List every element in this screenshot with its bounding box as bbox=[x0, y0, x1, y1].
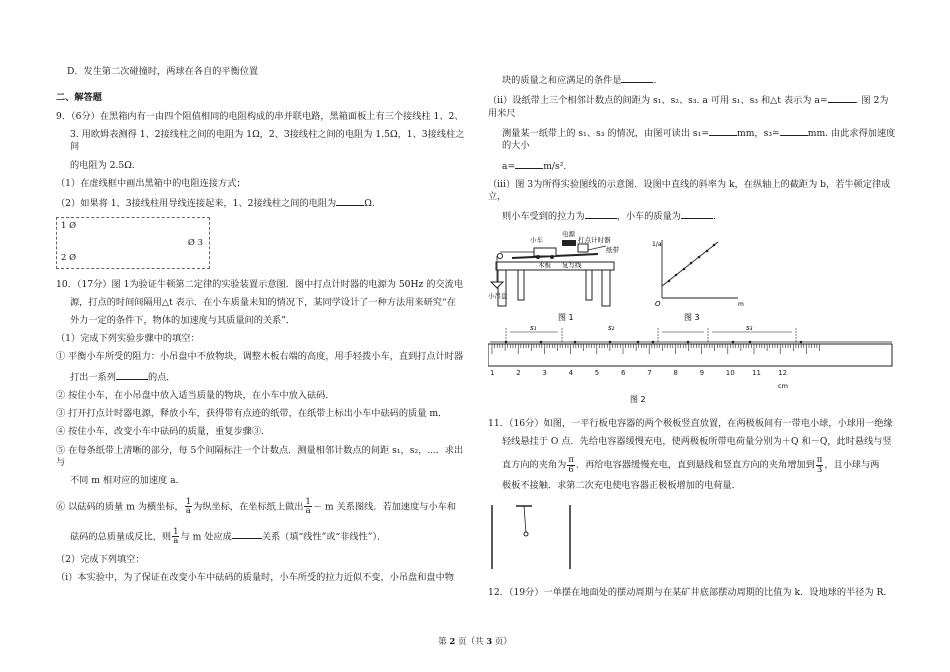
answer-blank[interactable] bbox=[709, 126, 737, 136]
answer-blank[interactable] bbox=[232, 529, 262, 539]
ruler-tick-label: 1 bbox=[490, 368, 495, 377]
q9-line2: 3. 用欧姆表测得 1、2接线柱之间的电阻为 1Ω，2、3接线柱之间的电阻为 1.5Ω，1、3接线柱之间 bbox=[70, 129, 465, 153]
q9-part1: （1）在虚线框中画出黑箱中的电阻连接方式； bbox=[56, 177, 246, 189]
answer-blank[interactable] bbox=[515, 159, 543, 169]
answer-blank[interactable] bbox=[780, 126, 808, 136]
axis-x-label: m bbox=[738, 300, 744, 308]
ruler-tick-label: 9 bbox=[699, 368, 705, 377]
q10-ii-line1: （ⅱ）设纸带上三个相邻计数点的间距为 s₁、s₂、s₃. a 可用 s₁、s₃ 和△t 表示为 a= . 图 2为用米尺 bbox=[488, 95, 889, 119]
q10-line2: 源，打点的时间间隔用△t 表示．在小车质量未知的情况下，某同学设计了一种方法用来研究“在 bbox=[70, 296, 456, 308]
q9-line1: 9．（6分）在黑箱内有一由四个阻值相同的电阻构成的串并联电路，黑箱面板上有三个接线柱 1、2、 bbox=[56, 110, 464, 122]
q9-part2: （2）如果将 1、3接线柱用导线连接起来，1、2接线柱之间的电阻为 Ω. bbox=[56, 198, 375, 210]
ruler-unit: cm bbox=[778, 381, 788, 390]
figure-3-caption: 图 3 bbox=[684, 312, 700, 322]
q12-line: 12．（19分）一单摆在地面处的摆动周期与在某矿井底部摆动周期的比值为 k．设地球的半径为 R． bbox=[488, 586, 893, 598]
q10-iii-line1: （ⅲ）图 3为所得实验图线的示意图．设图中直线的斜率为 k，在纵轴上的截距为 b，若牛顿定律成立， bbox=[488, 178, 891, 203]
answer-blank[interactable] bbox=[116, 370, 148, 380]
label-thread: 复写线 bbox=[562, 260, 582, 269]
answer-blank[interactable] bbox=[621, 73, 653, 83]
label-tape: 纸带 bbox=[606, 245, 619, 254]
q10-line3: 外力一定的条件下，物体的加速度与其质量间的关系”． bbox=[70, 315, 296, 326]
ruler-tick-label: 11 bbox=[752, 368, 761, 377]
step-6b: 砝码的总质量成反比，则 $\frac{1}{a}$ 与 m 处应成 关系（填“线性”或“非线性”）． bbox=[70, 526, 387, 547]
step-5b: 不同 m 相对应的加速度 a． bbox=[70, 475, 185, 487]
ruler-tick-label: 8 bbox=[673, 368, 678, 377]
label-source: 电源 bbox=[562, 229, 575, 238]
step-6a: ⑥ 以砝码的质量 m 为横坐标， $\frac{1}{a}$ 为纵坐标，在坐标纸上做出 $\frac{1}{a}$ － m 关系图线．若加速度与小车和 bbox=[56, 496, 457, 517]
figure-svg bbox=[488, 230, 896, 406]
figure-1-caption: 图 1 bbox=[558, 312, 574, 322]
origin-label: O bbox=[655, 299, 661, 308]
page-footer: 第 2 页（共 3 页） bbox=[438, 637, 512, 647]
step-2: ② 按住小车，在小吊盘中放入适当质量的物块，在小车中放入砝码． bbox=[56, 389, 335, 401]
label-car: 小车 bbox=[530, 235, 543, 244]
answer-blank[interactable] bbox=[336, 196, 364, 206]
q11-line4: 极板不接触．求第二次充电使电容器正极板增加的电荷量． bbox=[502, 480, 741, 492]
ruler-tick-label: 12 bbox=[778, 368, 788, 377]
fit-line bbox=[662, 242, 718, 286]
capacitor-diagram bbox=[488, 503, 608, 573]
q10-line1: 10．（17分）图 1为验证牛顿第二定律的实验装置示意图．图中打点计时器的电源为 50Hz 的交流电 bbox=[56, 278, 464, 290]
ruler-body bbox=[488, 344, 892, 366]
step-5a: ⑤ 在每条纸带上清晰的部分，每 5个间隔标注一个计数点．测量相邻计数点的间距 s₁，s₂，⋯．求出与 bbox=[56, 444, 464, 468]
label-s1: s₁ bbox=[530, 323, 537, 332]
q10-ii-line3: a= m/s². bbox=[502, 160, 567, 172]
q11-line2: 轻线悬挂于 O 点．先给电容器缓慢充电，使两极板所带电荷量分别为＋Q 和－Q，此时悬线与竖 bbox=[502, 435, 892, 447]
step-4: ④ 按住小车，改变小车中砝码的质量，重复步骤③． bbox=[56, 426, 271, 438]
q10-part2: （2）完成下列填空： bbox=[56, 553, 145, 565]
q9-line3: 的电阻为 2.5Ω. bbox=[70, 159, 135, 171]
ruler-tick-label: 7 bbox=[647, 368, 652, 377]
left-column bbox=[56, 66, 470, 590]
fraction-1-over-a: $\frac{1}{a}$ bbox=[305, 496, 311, 517]
q10-part1: （1）完成下列实验步骤中的填空： bbox=[56, 333, 200, 345]
q10-iii-line2: 则小车受到的拉力为 ，小车的质量为 ． bbox=[502, 211, 723, 223]
q10-i: （ⅰ）本实验中，为了保证在改变小车中砝码的质量时，小车所受的拉力近似不变，小吊盘和盘中物 bbox=[56, 571, 454, 583]
label-board: 木板 bbox=[538, 260, 551, 269]
black-box-frame bbox=[56, 217, 210, 269]
terminal-2: 2 Ø bbox=[61, 252, 77, 263]
answer-blank[interactable] bbox=[681, 209, 713, 219]
ruler-tick-label: 4 bbox=[568, 368, 574, 377]
label-s2: s₂ bbox=[608, 323, 615, 332]
fraction-pi-over-6: $\frac{\pi}{6}$ bbox=[568, 455, 574, 475]
ruler-tick-label: 3 bbox=[542, 368, 547, 377]
section-heading: 二、解答题 bbox=[56, 92, 102, 104]
label-s3: s₃ bbox=[746, 323, 753, 332]
apparatus-diagram bbox=[491, 240, 614, 306]
ruler-tick-label: 2 bbox=[516, 368, 521, 377]
label-pan: 小吊盘 bbox=[488, 291, 508, 300]
answer-blank[interactable] bbox=[585, 209, 617, 219]
page-number: 2 bbox=[449, 637, 456, 647]
page-total: 3 bbox=[486, 637, 493, 647]
axis-y-label: 1/a bbox=[652, 240, 662, 248]
label-timer: 打点计时器 bbox=[578, 235, 611, 244]
right-column bbox=[488, 73, 896, 605]
q10-i-end: 块的质量之和应满足的条件是 ． bbox=[502, 75, 663, 86]
q11-line1: 11．（16分）如图，一平行板电容器的两个极板竖直放置，在两极板间有一带电小球，小球用一绝缘 bbox=[488, 417, 893, 429]
ruler-tick-label: 5 bbox=[594, 368, 600, 377]
fraction-1-over-a: $\frac{1}{a}$ bbox=[185, 496, 192, 517]
ruler-tick-label: 6 bbox=[621, 368, 626, 377]
q11-line3: 直方向的夹角为 $\frac{\pi}{6}$ ．再给电容器缓慢充电，直到悬线和竖直方向的夹角增加到 $\frac{\pi}{3}$ ，且小球与两 bbox=[502, 455, 880, 475]
q10-ii-line2: 测量某一纸带上的 s₁、s₃ 的情况，由图可读出 s₁= mm，s₃= mm. 由此求得加速度的大小 bbox=[502, 127, 896, 152]
answer-blank[interactable] bbox=[828, 93, 856, 103]
step-1a: ① 平衡小车所受的阻力：小吊盘中不放物块，调整木板右端的高度，用手轻拨小车，直到打点计时器 bbox=[56, 351, 464, 363]
terminal-1: 1 Ø bbox=[61, 220, 77, 231]
option-d: D．发生第二次碰撞时，两球在各自的平衡位置 bbox=[67, 66, 259, 77]
fraction-pi-over-3: $\frac{\pi}{3}$ bbox=[816, 455, 823, 475]
figure-area bbox=[488, 230, 896, 406]
step-3: ③ 打开打点计时器电源，释放小车，获得带有点迹的纸带，在纸带上标出小车中砝码的质量 m． bbox=[56, 408, 448, 420]
step-1b: 打出一系列 的点． bbox=[70, 371, 176, 383]
ruler-tick-label: 10 bbox=[725, 368, 735, 377]
figure-2-caption: 图 2 bbox=[630, 394, 646, 404]
terminal-3: Ø 3 bbox=[187, 237, 203, 248]
fraction-1-over-a: $\frac{1}{a}$ bbox=[173, 526, 179, 547]
